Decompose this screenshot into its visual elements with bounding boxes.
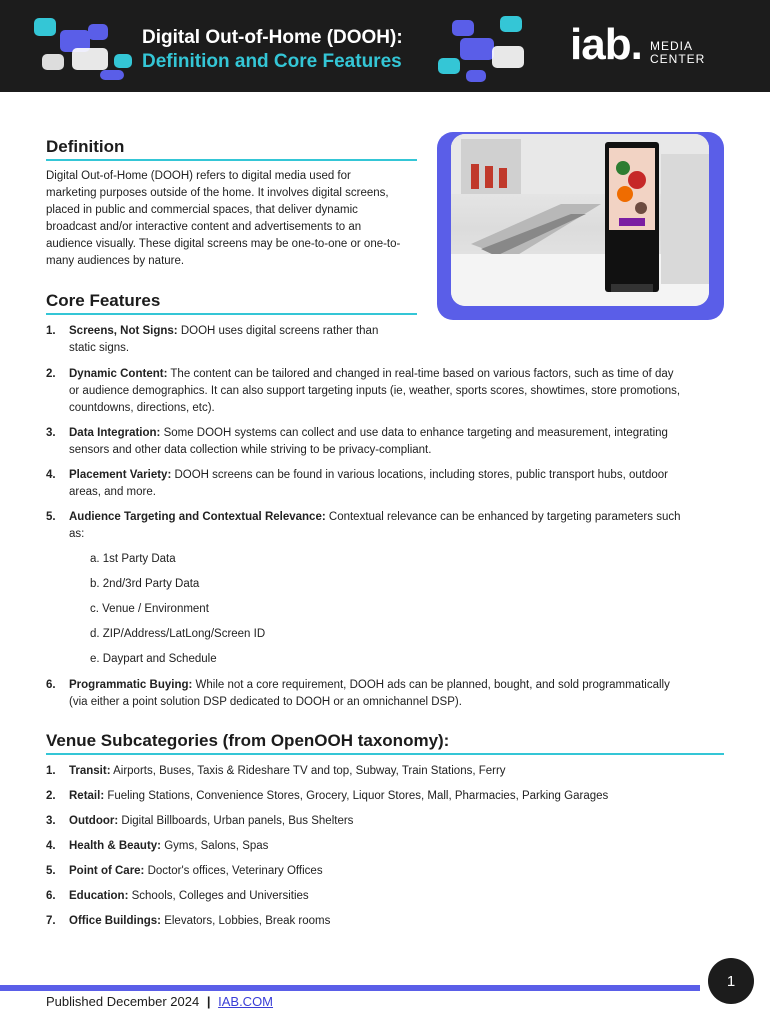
venue-item: 2. Retail: Fueling Stations, Convenience Stores, Grocery, Liquor Stores, Mall, Pharmacies, Parking Garages <box>46 790 609 802</box>
dooh-kiosk-mall-photo <box>451 134 709 306</box>
core-feature-item: 6. Programmatic Buying: While not a core requirement, DOOH ads can be planned, bought, and sold programmatically (via either a point solution DSP dedicated to DOOH or an omnichannel DSP). <box>46 679 670 708</box>
sub-list-item: b. 2nd/3rd Party Data <box>90 578 200 590</box>
core-feature-item: 5. Audience Targeting and Contextual Relevance: Contextual relevance can be enhanced by targeting parameters such as: <box>46 511 681 540</box>
page-number-badge: 1 <box>708 958 754 1004</box>
venue-divider <box>46 753 724 755</box>
venue-item: 6. Education: Schools, Colleges and Universities <box>46 890 309 902</box>
venue-item: 4. Health & Beauty: Gyms, Salons, Spas <box>46 840 269 852</box>
venue-item: 5. Point of Care: Doctor's offices, Veterinary Offices <box>46 865 323 877</box>
footer <box>46 994 273 1009</box>
core-feature-item: 1. Screens, Not Signs: DOOH uses digital screens rather than static signs. <box>46 325 379 354</box>
footer-divider <box>0 985 700 991</box>
core-features-divider <box>46 313 417 315</box>
core-feature-item: 4. Placement Variety: DOOH screens can be found in various locations, including stores, public transport hubs, outdoor areas, and more. <box>46 469 668 498</box>
core-features-heading: Core Features <box>46 291 161 310</box>
logo-media-center-text: MEDIA CENTER <box>650 39 706 66</box>
footer-separator: | <box>206 994 211 1009</box>
sub-list-item: c. Venue / Environment <box>90 603 209 615</box>
sub-list-item: a. 1st Party Data <box>90 553 176 565</box>
venue-heading: Venue Subcategories (from OpenOOH taxonomy): <box>46 731 450 750</box>
definition-heading: Definition <box>46 137 125 156</box>
page-header <box>0 0 770 92</box>
logo-iab-text: iab. <box>570 20 642 69</box>
definition-divider <box>46 159 417 161</box>
venue-item: 1. Transit: Airports, Buses, Taxis & Rideshare TV and top, Subway, Train Stations, Ferry <box>46 765 506 777</box>
sub-list-item: d. ZIP/Address/LatLong/Screen ID <box>90 628 266 640</box>
published-date: Published December 2024 <box>46 994 200 1009</box>
definition-text: Digital Out-of-Home (DOOH) refers to digital media used for marketing purposes outside of the home. It involves digital screens, placed in public and commercial spaces, that deliver dynamic broadcast and/or interactive content and advertisements to an audience visually. These digital screens may be one-to-one or one-to- many audiences by nature. <box>46 170 401 267</box>
core-feature-item: 2. Dynamic Content: The content can be tailored and changed in real-time based on various factors, such as time of day or audience demographics. It can also support targeting inputs (ie, weather, sports scores, showtimes, store promotions, countdowns, directions, etc). <box>46 368 681 414</box>
sub-list-item: e. Daypart and Schedule <box>90 653 217 665</box>
venue-item: 7. Office Buildings: Elevators, Lobbies, Break rooms <box>46 915 331 927</box>
title-line-1: Digital Out-of-Home (DOOH): <box>142 27 403 48</box>
title-line-2: Definition and Core Features <box>142 51 402 72</box>
core-feature-item: 3. Data Integration: Some DOOH systems can collect and use data to enhance targeting and measurement, integrating sensors and other data collection while striving to be privacy-compliant. <box>46 427 668 456</box>
venue-item: 3. Outdoor: Digital Billboards, Urban panels, Bus Shelters <box>46 815 354 827</box>
document-title <box>142 26 442 74</box>
iab-website-link[interactable]: IAB.COM <box>218 994 274 1009</box>
